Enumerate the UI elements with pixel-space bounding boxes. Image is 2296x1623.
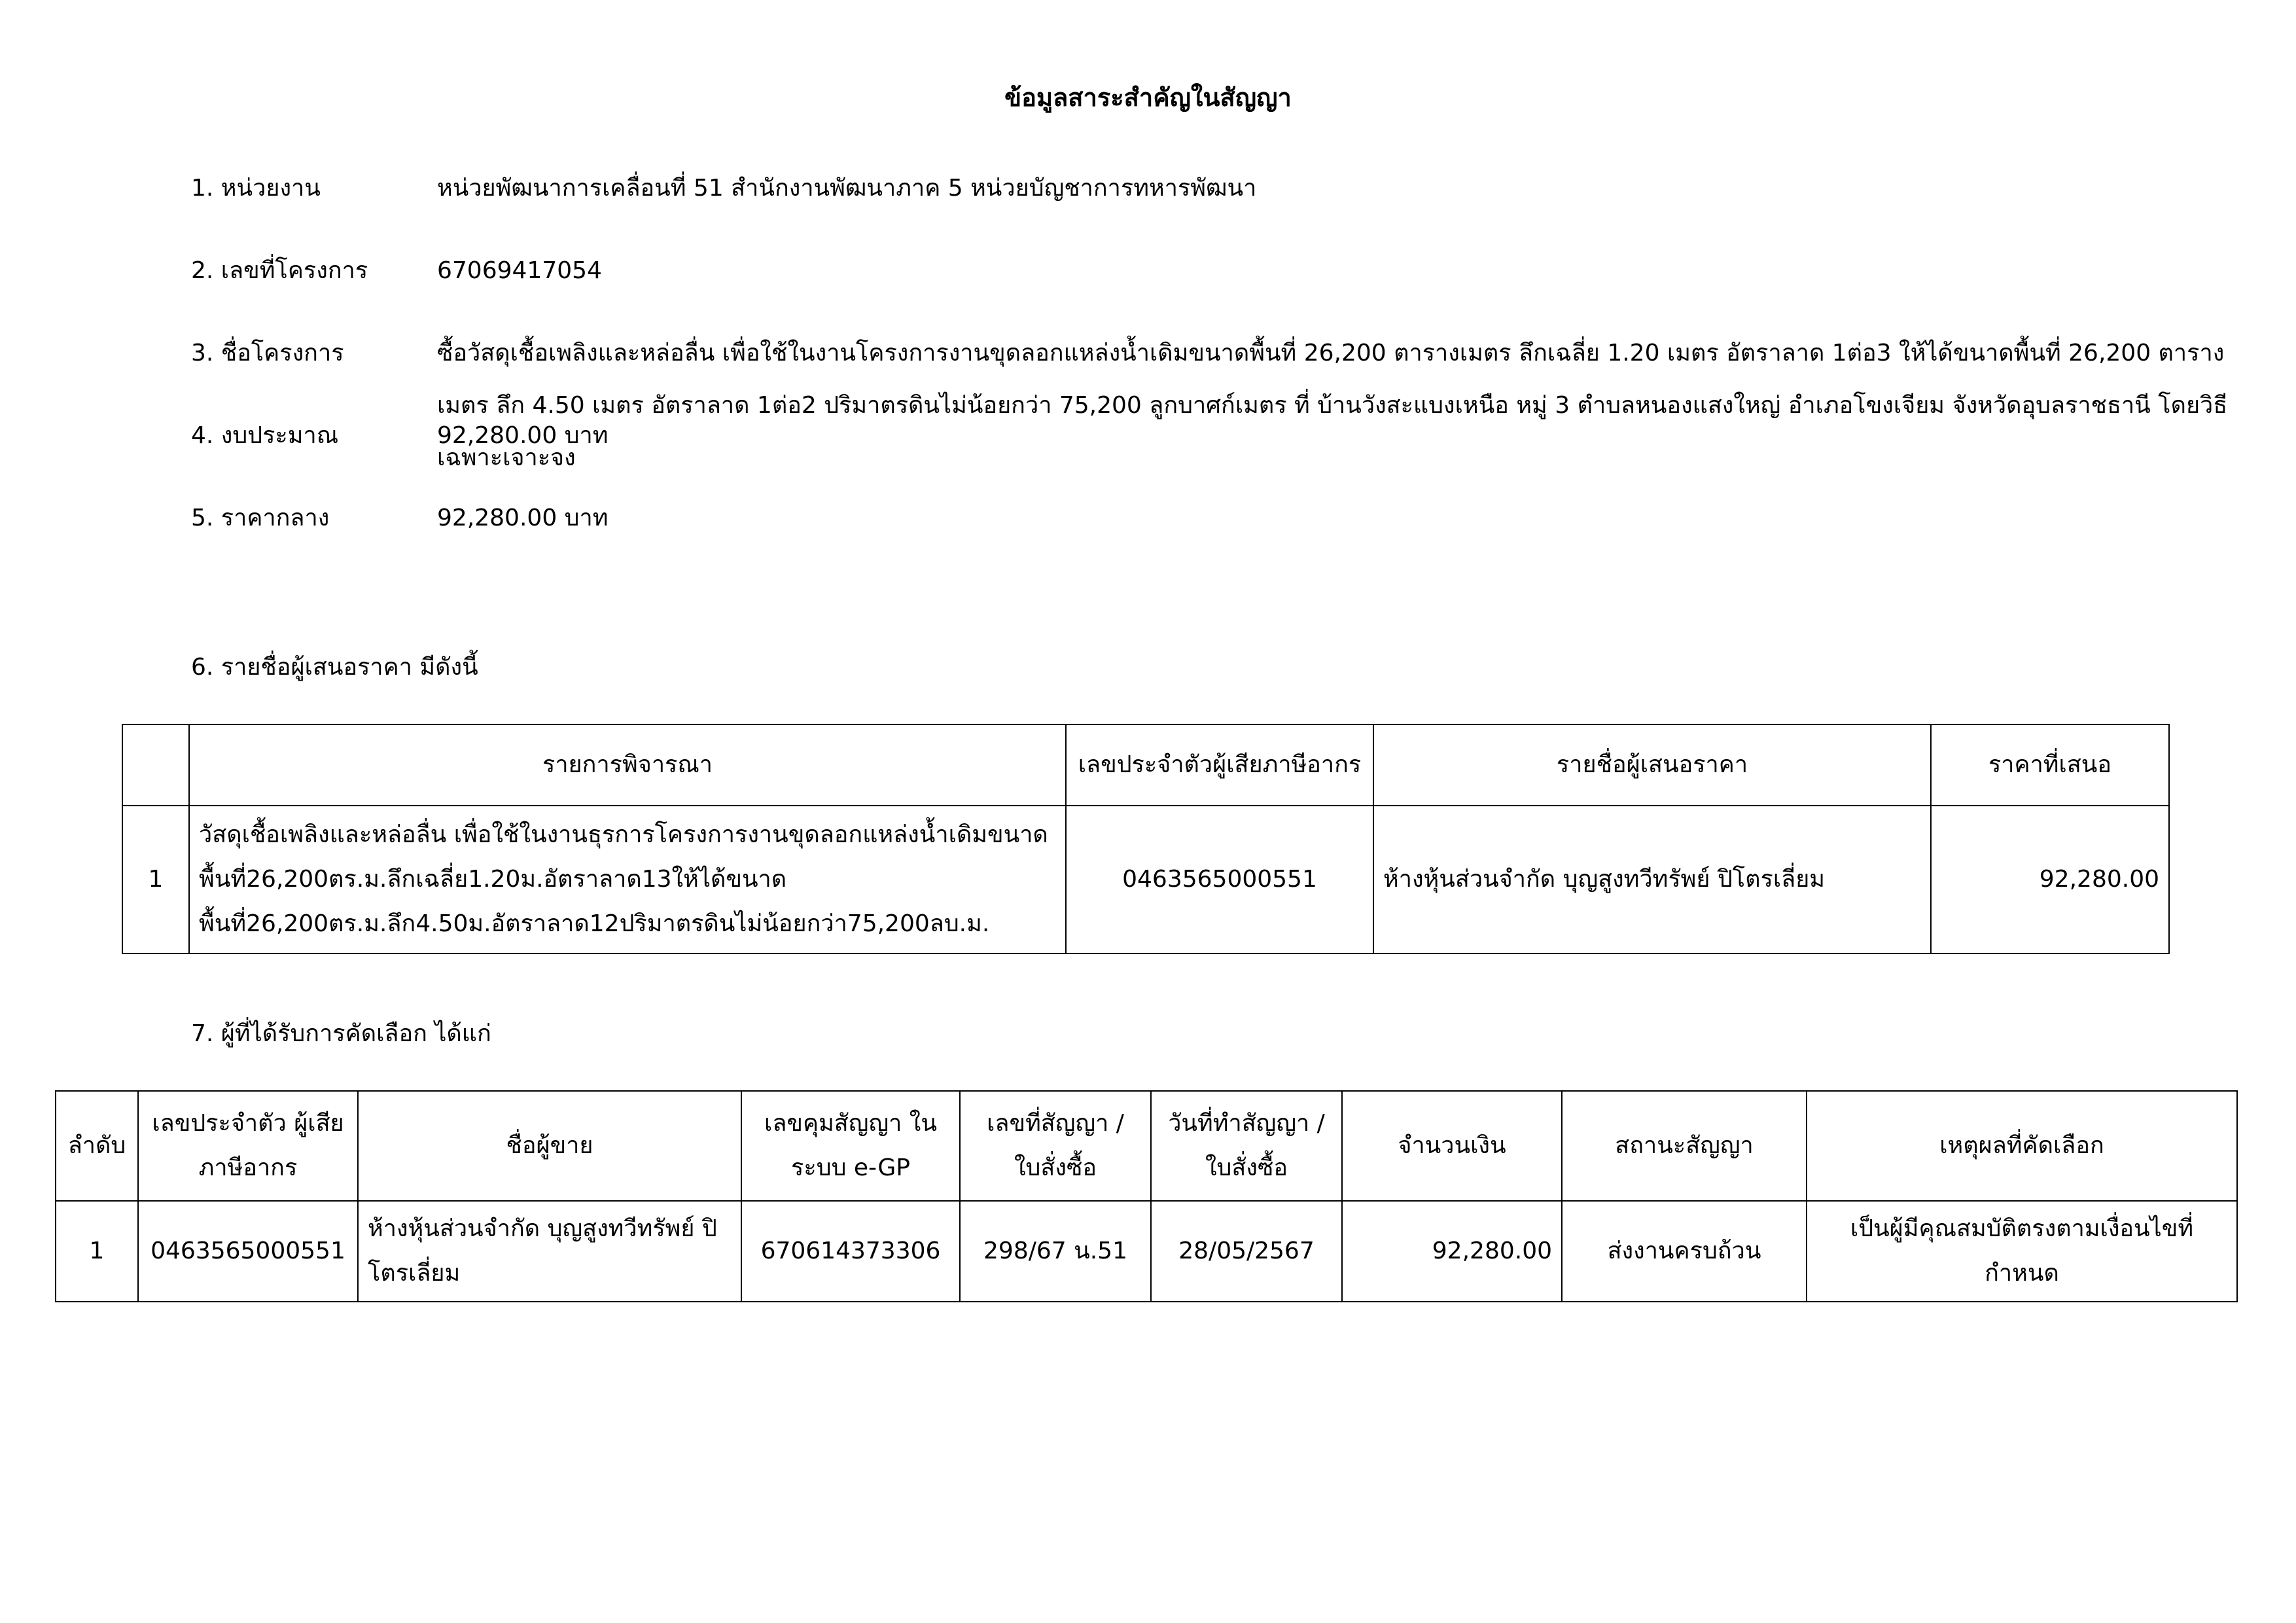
cell-tax-id: 0463565000551 bbox=[1066, 806, 1373, 954]
cell-status: ส่งงานครบถ้วน bbox=[1562, 1201, 1807, 1302]
table-header-row bbox=[122, 724, 2169, 806]
field-label-project-number: 2. เลขที่โครงการ bbox=[191, 257, 368, 284]
field-value-median-price: 92,280.00 บาท bbox=[437, 505, 609, 531]
cell-price: 92,280.00 bbox=[1931, 806, 2169, 954]
field-value-budget: 92,280.00 บาท bbox=[437, 422, 609, 449]
field-label-agency: 1. หน่วยงาน bbox=[191, 175, 321, 202]
field-value-project-name: ซื้อวัสดุเชื้อเพลิงและหล่อลื่น เพื่อใช้ในงานโครงการงานขุดลอกแหล่งน้ำเดิมขนาดพื้นที่ 26,200 ตารางเมตร ลึกเฉลี่ย 1.20 เมตร อัตราลาด 1ต่อ3 ให้ได้ขนาดพื้นที่ 26,200 ตารางเมตร ลึก 4.50 เมตร อัตราลาด 1ต่อ2 ปริมาตรดินไม่น้อยกว่า 75,200 ลูกบาศก์เมตร ที่ บ้านวังสะแบงเหนือ หมู่ 3 ตำบลหนองแสงใหญ่ อำเภอโขงเจียม จังหวัดอุบลราชธานี โดยวิธีเฉพาะเจาะจง bbox=[437, 340, 2228, 471]
header-cell-order: ลำดับ bbox=[56, 1091, 138, 1201]
cell-amount: 92,280.00 bbox=[1342, 1201, 1562, 1302]
header-cell-contract-number: เลขที่สัญญา / ใบสั่งซื้อ bbox=[960, 1091, 1151, 1201]
header-cell-price: ราคาที่เสนอ bbox=[1931, 724, 2169, 806]
header-cell-amount: จำนวนเงิน bbox=[1342, 1091, 1562, 1201]
header-cell-index bbox=[122, 724, 189, 806]
header-cell-egp-number: เลขคุมสัญญา ในระบบ e-GP bbox=[741, 1091, 960, 1201]
header-cell-reason: เหตุผลที่คัดเลือก bbox=[1807, 1091, 2237, 1201]
field-label-median-price: 5. ราคากลาง bbox=[191, 505, 330, 531]
table-row bbox=[122, 806, 2169, 954]
header-cell-bidder: รายชื่อผู้เสนอราคา bbox=[1373, 724, 1931, 806]
field-label-budget: 4. งบประมาณ bbox=[191, 422, 339, 449]
header-cell-tax-id: เลขประจำตัว ผู้เสียภาษีอากร bbox=[138, 1091, 358, 1201]
header-cell-status: สถานะสัญญา bbox=[1562, 1091, 1807, 1201]
bidders-heading: 6. รายชื่อผู้เสนอราคา มีดังนี้ bbox=[191, 654, 478, 681]
cell-reason: เป็นผู้มีคุณสมบัติตรงตามเงื่อนไขที่กำหนด bbox=[1807, 1201, 2237, 1302]
table-row bbox=[56, 1201, 2237, 1302]
header-cell-contract-date: วันที่ทำสัญญา / ใบสั่งซื้อ bbox=[1151, 1091, 1342, 1201]
field-label-project-name: 3. ชื่อโครงการ bbox=[191, 340, 344, 366]
cell-item: วัสดุเชื้อเพลิงและหล่อลื่น เพื่อใช้ในงานธุรการโครงการงานขุดลอกแหล่งน้ำเดิมขนาดพื้นที่26,200ตร.ม.ลึกเฉลี่ย1.20ม.อัตราลาด13ให้ได้ขนาดพื้นที่26,200ตร.ม.ลึก4.50ม.อัตราลาด12ปริมาตรดินไม่น้อยกว่า75,200ลบ.ม. bbox=[189, 806, 1066, 954]
cell-egp-number: 670614373306 bbox=[741, 1201, 960, 1302]
cell-seller: ห้างหุ้นส่วนจำกัด บุญสูงทวีทรัพย์ ปิโตรเลี่ยม bbox=[358, 1201, 741, 1302]
cell-bidder: ห้างหุ้นส่วนจำกัด บุญสูงทวีทรัพย์ ปิโตรเลี่ยม bbox=[1373, 806, 1931, 954]
field-value-agency: หน่วยพัฒนาการเคลื่อนที่ 51 สำนักงานพัฒนาภาค 5 หน่วยบัญชาการทหารพัฒนา bbox=[437, 175, 1257, 202]
bidders-table bbox=[122, 724, 2170, 954]
field-value-project-number: 67069417054 bbox=[437, 257, 602, 284]
selected-heading: 7. ผู้ที่ได้รับการคัดเลือก ได้แก่ bbox=[191, 1020, 491, 1047]
cell-order: 1 bbox=[56, 1201, 138, 1302]
cell-contract-date: 28/05/2567 bbox=[1151, 1201, 1342, 1302]
header-cell-seller: ชื่อผู้ขาย bbox=[358, 1091, 741, 1201]
header-cell-item: รายการพิจารณา bbox=[189, 724, 1066, 806]
cell-index: 1 bbox=[122, 806, 189, 954]
table-header-row bbox=[56, 1091, 2237, 1201]
page-title: ข้อมูลสาระสำคัญในสัญญา bbox=[1004, 83, 1292, 112]
selected-table bbox=[55, 1090, 2238, 1302]
cell-tax-id: 0463565000551 bbox=[138, 1201, 358, 1302]
header-cell-tax-id: เลขประจำตัวผู้เสียภาษีอากร bbox=[1066, 724, 1373, 806]
cell-contract-number: 298/67 น.51 bbox=[960, 1201, 1151, 1302]
